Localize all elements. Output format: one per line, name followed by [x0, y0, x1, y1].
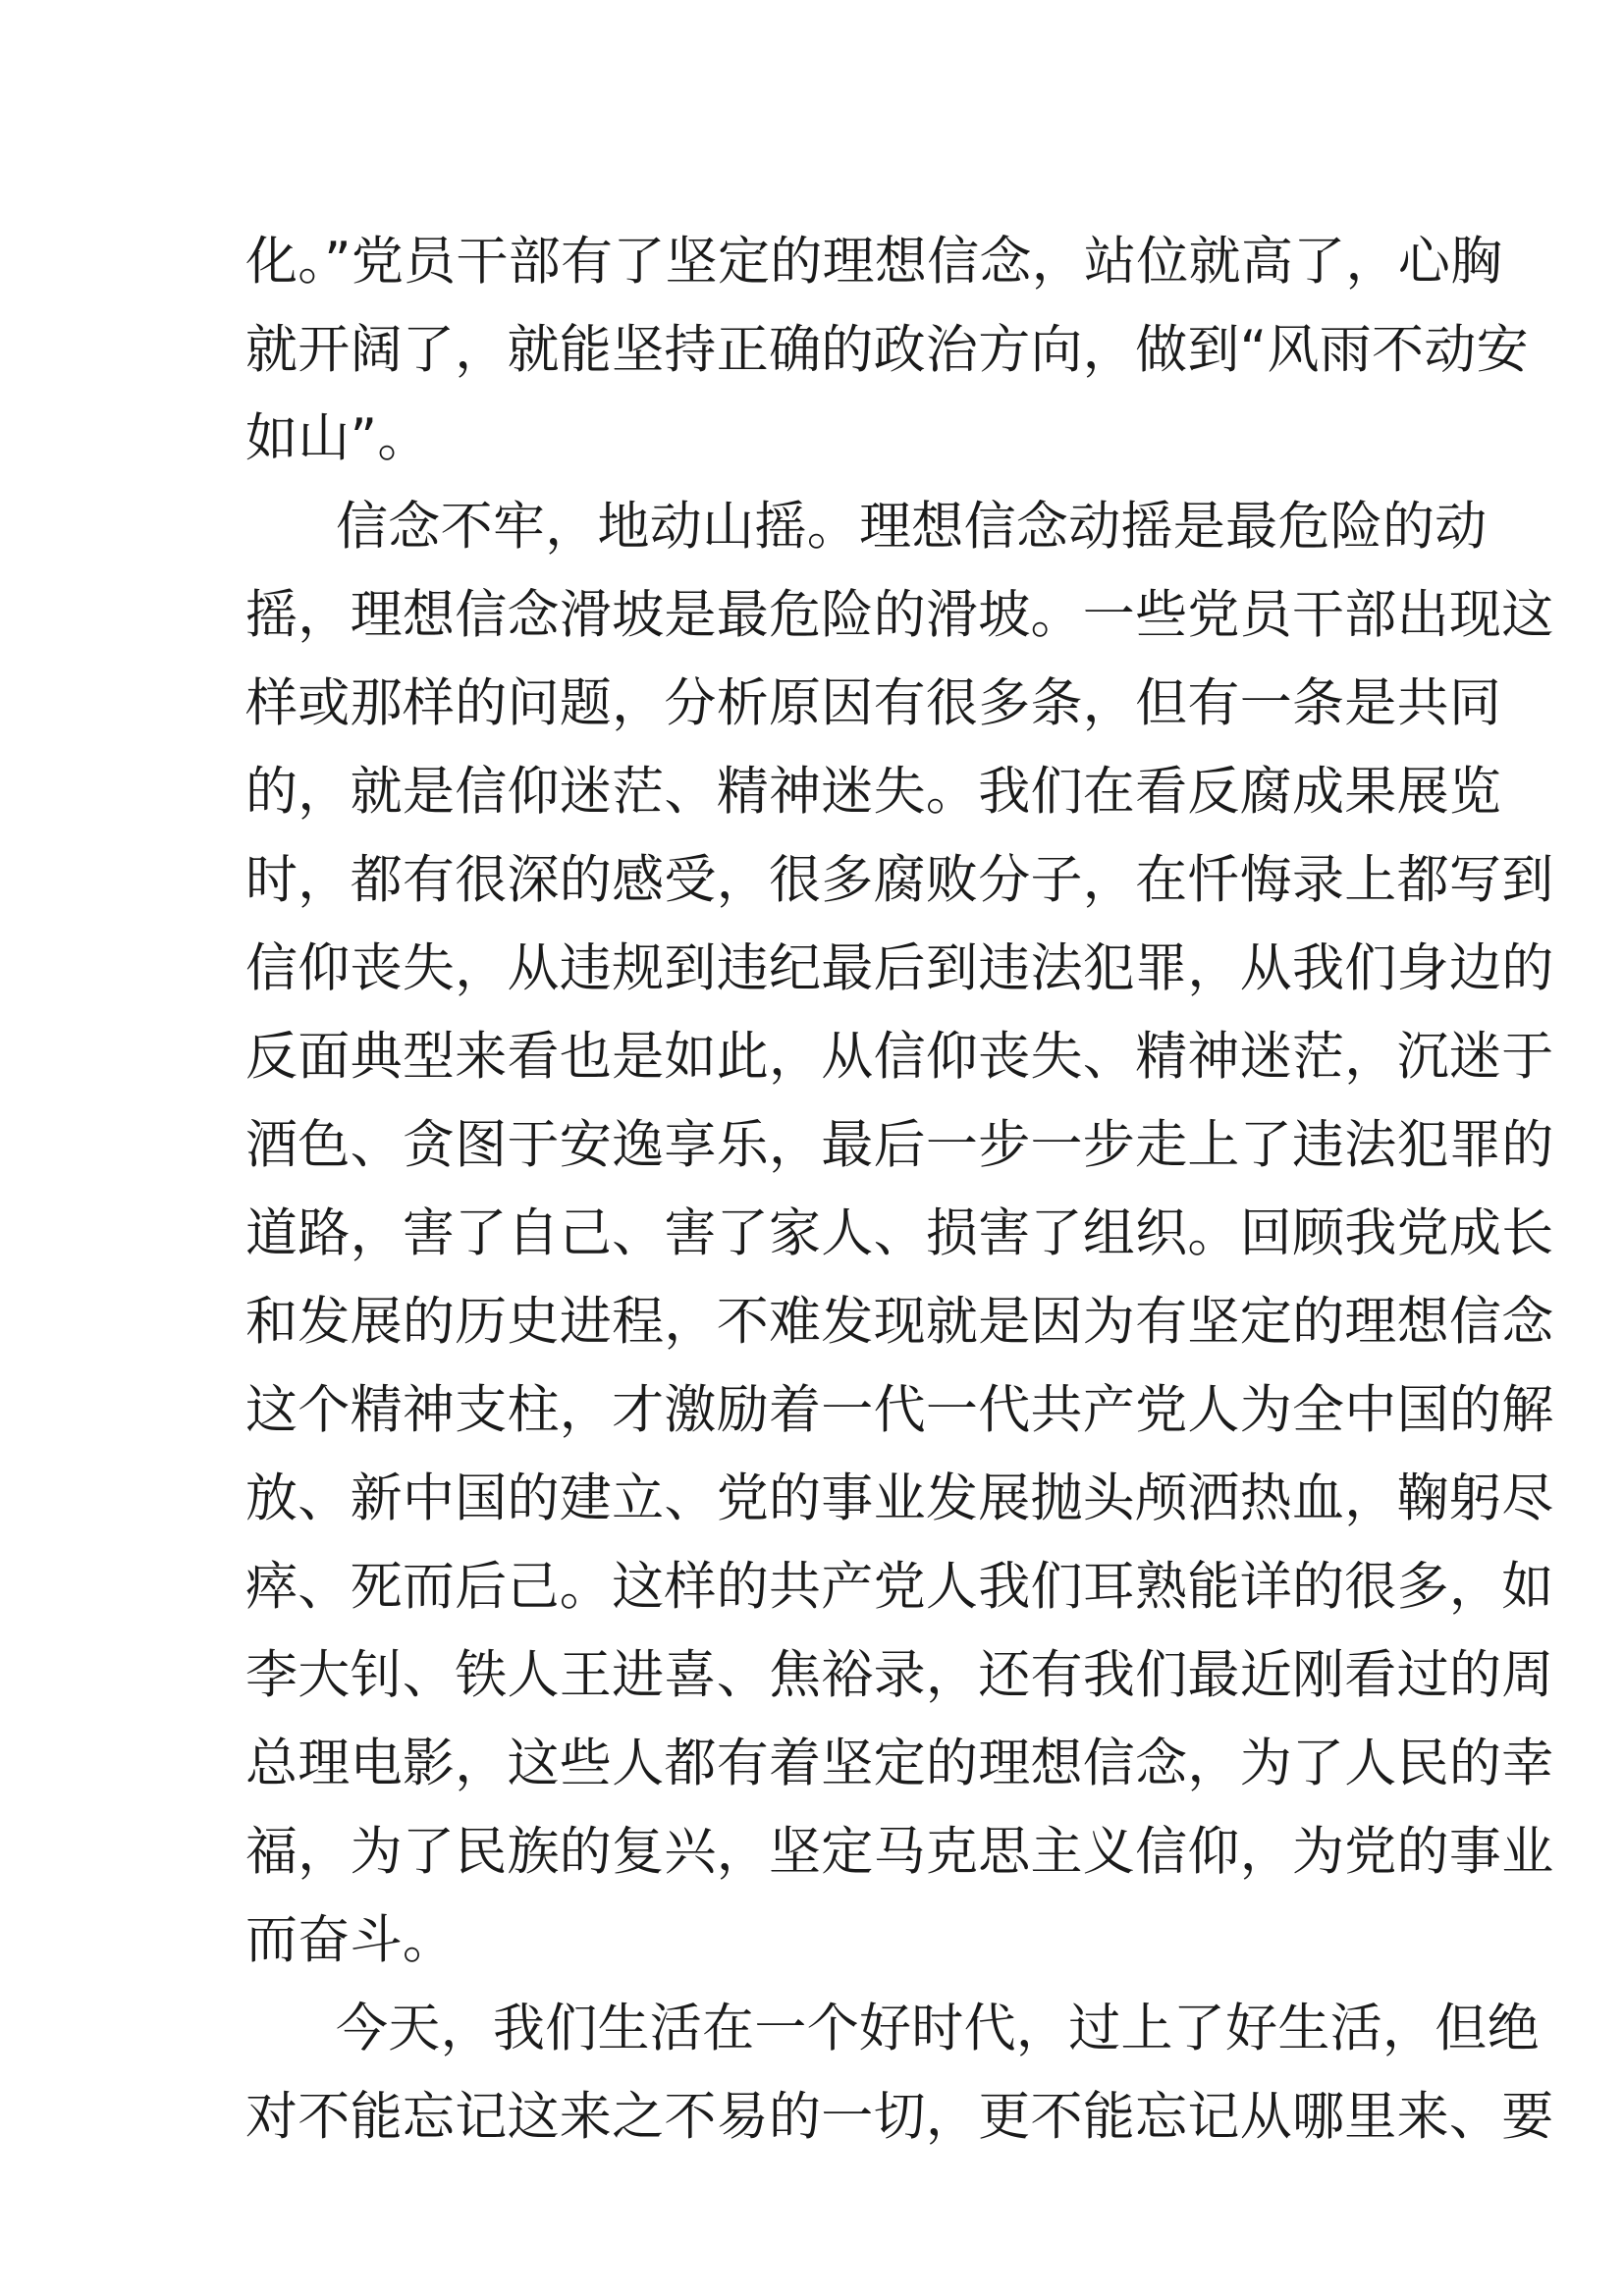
text-line: 和发展的历史进程，不难发现就是因为有坚定的理想信念: [245, 1292, 1554, 1352]
text-line: 的，就是信仰迷茫、精神迷失。我们在看反腐成果展览: [245, 762, 1502, 822]
text-line: 放、新中国的建立、党的事业发展抛头颅洒热血，鞠躬尽: [245, 1468, 1554, 1528]
text-line: 对不能忘记这来之不易的一切，更不能忘记从哪里来、要: [245, 2087, 1554, 2147]
text-line: 李大钊、铁人王进喜、焦裕录，还有我们最近刚看过的周: [245, 1645, 1554, 1705]
text-line: 而奋斗。: [245, 1910, 456, 1970]
text-line: 化。”党员干部有了坚定的理想信念，站位就高了，心胸: [245, 232, 1503, 292]
text-line: 反面典型来看也是如此，从信仰丧失、精神迷茫，沉迷于: [245, 1027, 1554, 1087]
text-line: 今天，我们生活在一个好时代，过上了好生活，但绝: [336, 1999, 1540, 2058]
text-line: 摇，理想信念滑坡是最危险的滑坡。一些党员干部出现这: [245, 585, 1554, 645]
text-line: 福，为了民族的复兴，坚定马克思主义信仰，为党的事业: [245, 1822, 1554, 1882]
text-line: 如山”。: [245, 408, 430, 468]
paragraph-3: [245, 1985, 1554, 2162]
text-line: 样或那样的问题，分析原因有很多条，但有一条是共同: [245, 673, 1502, 733]
text-line: 这个精神支柱，才激励着一代一代共产党人为全中国的解: [245, 1380, 1554, 1440]
text-line: 道路，害了自己、害了家人、损害了组织。回顾我党成长: [245, 1203, 1554, 1263]
paragraph-2: [245, 483, 1554, 1985]
text-line: 就开阔了，就能坚持正确的政治方向，做到“风雨不动安: [245, 320, 1529, 380]
text-line: 信念不牢，地动山摇。理想信念动摇是最危险的动: [336, 497, 1488, 557]
text-line: 时，都有很深的感受，很多腐败分子，在忏悔录上都写到: [245, 850, 1554, 910]
body-text: [245, 218, 1554, 2162]
paragraph-1: [245, 218, 1529, 483]
text-line: 瘁、死而后己。这样的共产党人我们耳熟能详的很多，如: [245, 1557, 1554, 1617]
text-line: 总理电影，这些人都有着坚定的理想信念，为了人民的幸: [245, 1734, 1554, 1793]
text-line: 酒色、贪图于安逸享乐，最后一步一步走上了违法犯罪的: [245, 1115, 1554, 1175]
text-line: 信仰丧失，从违规到违纪最后到违法犯罪，从我们身边的: [245, 938, 1554, 998]
